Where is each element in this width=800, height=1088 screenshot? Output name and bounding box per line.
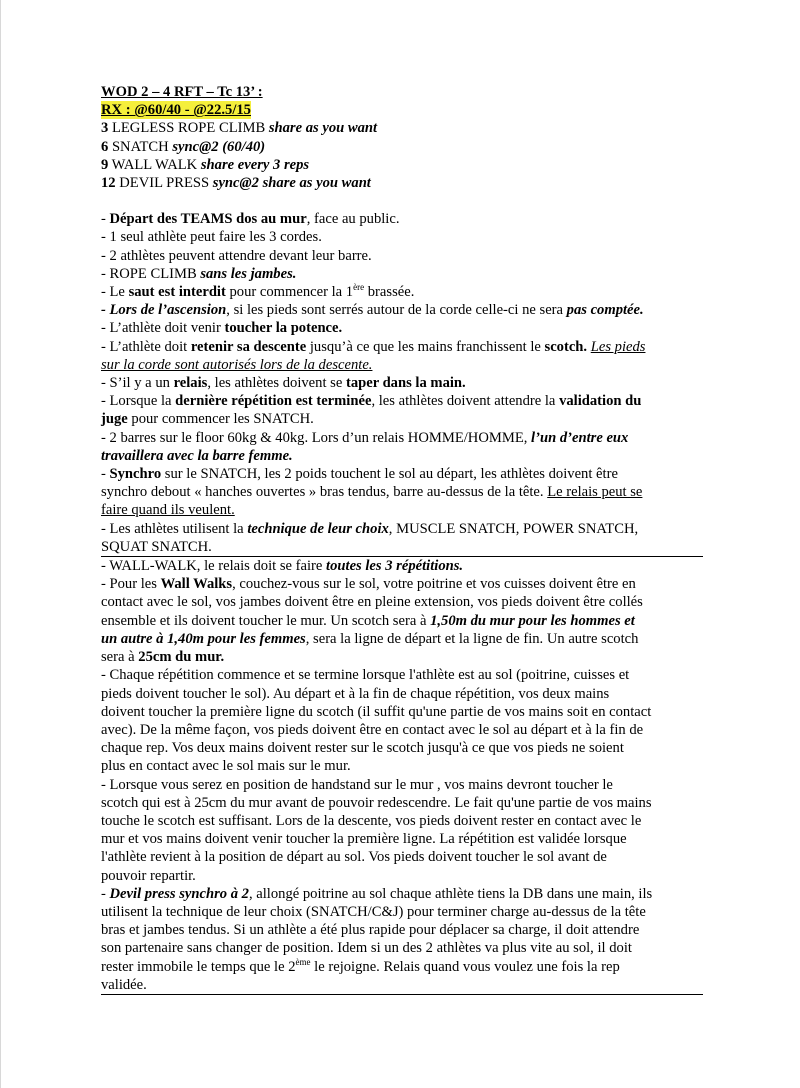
- rule-text: - ROPE CLIMB: [101, 265, 201, 282]
- movement-line: [101, 138, 703, 156]
- rule-last-rep: [101, 392, 703, 428]
- movement-note: sync@2 share as you want: [212, 175, 371, 192]
- rx-line: [101, 101, 703, 119]
- movement-line: [101, 119, 703, 137]
- rule-text: synchro debout « hanches ouvertes » bras tendus, barre au-dessus de la tête.: [101, 484, 548, 501]
- rule-teams-start: [101, 210, 703, 228]
- rule-synchro-snatch: [101, 465, 703, 520]
- rule-emphasis: Wall Walks: [160, 576, 233, 593]
- rule-text: pieds doivent toucher le sol). Au départ et à la fin de chaque répétition, vos deux mains: [101, 685, 610, 702]
- rule-text: , les athlètes doivent se: [207, 375, 346, 392]
- rule-underlined: Le relais peut se: [547, 484, 643, 501]
- rule-repetition: [101, 666, 703, 775]
- rule-emphasis: Devil press synchro à 2: [109, 885, 249, 902]
- wod-content: [101, 83, 703, 995]
- rule-underlined: Les pieds: [590, 338, 646, 355]
- rule-two-athletes: - 2 athlètes peuvent attendre devant leur barre.: [101, 247, 372, 264]
- movement-name: LEGLESS ROPE CLIMB: [108, 120, 269, 137]
- rule-technique: [101, 520, 703, 556]
- rule-emphasis: technique de leur choix: [247, 520, 389, 537]
- movement-note: sync@2 (60/40): [172, 138, 266, 155]
- rule-barres: [101, 429, 703, 465]
- rule-text: - WALL-WALK, le relais doit se faire: [101, 558, 327, 575]
- rule-emphasis: retenir sa descente: [190, 338, 307, 355]
- rule-one-athlete: - 1 seul athlète peut faire les 3 cordes.: [101, 229, 322, 246]
- rule-emphasis: scotch.: [544, 338, 588, 355]
- rule-emphasis: taper dans la main.: [345, 375, 466, 392]
- rule-text: brassée.: [364, 284, 415, 301]
- rule-wall-walks: [101, 575, 703, 666]
- rule-emphasis: 1,50m du mur pour les hommes et: [430, 612, 635, 629]
- movement-name: WALL WALK: [108, 156, 201, 173]
- movement-reps: 9: [101, 156, 109, 173]
- rule-text: - Le: [101, 284, 129, 301]
- rule-emphasis: un autre à 1,40m pour les femmes: [101, 630, 306, 647]
- rule-text: le rejoigne. Relais quand vous voulez une fois la rep: [310, 958, 620, 975]
- rule-jump: [101, 283, 703, 301]
- rule-relay: [101, 374, 703, 392]
- movement-name: SNATCH: [108, 138, 173, 155]
- rule-text: , face au public.: [306, 211, 400, 228]
- rule-text: - L’athlète doit: [101, 338, 191, 355]
- superscript: ère: [353, 282, 365, 293]
- rule-underlined: faire quand ils veulent.: [101, 502, 235, 519]
- rule-emphasis: l’un d’entre eux: [531, 429, 629, 446]
- rule-potence: [101, 319, 703, 337]
- rule-text: -: [101, 885, 110, 902]
- rule-text: utilisent la technique de leur choix (SNATCH/C&J) pour terminer charge au-dessus de la tête: [101, 903, 646, 920]
- rule-text: -: [101, 211, 110, 228]
- rule-emphasis: Synchro: [109, 466, 162, 483]
- superscript: ème: [295, 956, 311, 967]
- movement-note: share every 3 reps: [200, 156, 310, 173]
- rule-ascension: [101, 301, 703, 319]
- rule-text: bras et jambes tendus. Si un athlète a été plus rapide pour déplacer sa charge, il doit attendre: [101, 922, 640, 939]
- rule-emphasis: sans les jambes.: [200, 265, 297, 282]
- movement-line: [101, 174, 703, 192]
- rule-rope-climb: [101, 265, 703, 283]
- movement-reps: 6: [101, 138, 109, 155]
- rule-emphasis: validation du: [559, 393, 642, 410]
- rule-descent: [101, 338, 703, 374]
- rule-text: SQUAT SNATCH.: [101, 538, 212, 555]
- rule-text: contact avec le sol, vos jambes doivent être en pleine extension, vos pieds doivent être collés: [101, 594, 643, 611]
- section-divider: [101, 994, 703, 995]
- rule-text: rester immobile le temps que le 2: [101, 958, 296, 975]
- spacer: [101, 192, 703, 210]
- rule-text: chaque rep. Vos deux mains doivent rester sur le scotch jusqu'à ce que vos pieds ne soient: [101, 740, 624, 757]
- rx-highlight: RX : @60/40 - @22.5/15: [101, 102, 251, 119]
- movement-reps: 12: [101, 175, 116, 192]
- rule-text: - Chaque répétition commence et se termine lorsque l'athlète est au sol (poitrine, cuisses et: [101, 667, 630, 684]
- rule-text: , sera la ligne de départ et la ligne de fin. Un autre scotch: [305, 630, 639, 647]
- rule-emphasis: toutes les 3 répétitions.: [326, 558, 464, 575]
- rule-text: , si les pieds sont serrés autour de la corde celle-ci ne sera: [226, 302, 567, 319]
- rule-text: pour commencer les SNATCH.: [127, 411, 314, 428]
- rule-text: - 2 barres sur le floor 60kg & 40kg. Lors d’un relais HOMME/HOMME,: [101, 429, 532, 446]
- rule-emphasis: juge: [101, 411, 128, 428]
- rule-text: - Lorsque vous serez en position de handstand sur le mur , vos mains devront toucher le: [101, 776, 613, 793]
- rule-text: sur le SNATCH, les 2 poids touchent le sol au départ, les athlètes doivent être: [161, 466, 618, 483]
- rule-text: mur et vos mains doivent venir toucher la première ligne. La répétition est validée lorsque: [101, 831, 627, 848]
- rule-emphasis: Départ des TEAMS dos au mur: [109, 211, 307, 228]
- rule-emphasis: 25cm du mur.: [138, 649, 225, 666]
- wod-title: [101, 83, 703, 101]
- rule-text: plus en contact avec le sol mais sur le mur.: [101, 758, 351, 775]
- rule-text: son partenaire sans changer de position. Idem si un des 2 athlètes va plus vite au sol, il doit: [101, 940, 632, 957]
- rule-text: ensemble et ils doivent toucher le mur. Un scotch sera à: [101, 612, 431, 629]
- rule-text: touche le scotch est suffisant. Lors de la descente, vos pieds doivent rester en contact avec le: [101, 812, 642, 829]
- rule-handstand: [101, 776, 703, 885]
- rule-text: , allongé poitrine au sol chaque athlète tiens la DB dans une main, ils: [248, 885, 653, 902]
- rule-text: -: [101, 466, 110, 483]
- rule-text: - S’il y a un: [101, 375, 174, 392]
- rule-emphasis: pas comptée.: [566, 302, 644, 319]
- rule-emphasis: relais: [173, 375, 208, 392]
- rule-underlined: sur la corde sont autorisés lors de la descente.: [101, 356, 373, 373]
- rule-wall-walk-relay: [101, 557, 703, 575]
- movement-line: [101, 156, 703, 174]
- rule-devil-press: [101, 885, 703, 994]
- rule-text: scotch qui est à 25cm du mur avant de pouvoir redescendre. Le fait qu'une partie de vos mains: [101, 794, 652, 811]
- rule-emphasis: - Lors de l’ascension: [101, 302, 227, 319]
- rule-text: sera à: [101, 649, 139, 666]
- rule-emphasis: dernière répétition est terminée: [175, 393, 372, 410]
- rule-text: - Les athlètes utilisent la: [101, 520, 248, 537]
- rule-text: - Lorsque la: [101, 393, 176, 410]
- movement-name: DEVIL PRESS: [115, 175, 213, 192]
- rule-text: , MUSCLE SNATCH, POWER SNATCH,: [388, 520, 639, 537]
- rule-text: validée.: [101, 976, 147, 993]
- rule-text: , couchez-vous sur le sol, votre poitrine et vos cuisses doivent être en: [232, 576, 636, 593]
- rule-text: pour commencer la 1: [225, 284, 354, 301]
- rule-emphasis: toucher la potence.: [224, 320, 343, 337]
- rule-text: pouvoir repartir.: [101, 867, 196, 884]
- rule-text: doivent toucher la première ligne du scotch (il suffit qu'une partie de vos mains soit en contact: [101, 703, 652, 720]
- movement-note: share as you want: [268, 120, 378, 137]
- movement-reps: 3: [101, 120, 109, 137]
- rule-emphasis: saut est interdit: [128, 284, 226, 301]
- wod-title-text: WOD 2 – 4 RFT – Tc 13’ :: [101, 84, 263, 100]
- rule-text: avec). De la même façon, vos pieds doivent être en contact avec le sol au départ et à la fin de: [101, 721, 644, 738]
- rule-text: - Pour les: [101, 576, 161, 593]
- rule-text: , les athlètes doivent attendre la: [371, 393, 560, 410]
- rule-text: - L’athlète doit venir: [101, 320, 225, 337]
- rule-text: jusqu’à ce que les mains franchissent le: [306, 338, 545, 355]
- rule-text: l'athlète revient à la position de départ au sol. Vos pieds doivent toucher le sol avant de: [101, 849, 607, 866]
- rule-emphasis: travaillera avec la barre femme.: [101, 447, 293, 464]
